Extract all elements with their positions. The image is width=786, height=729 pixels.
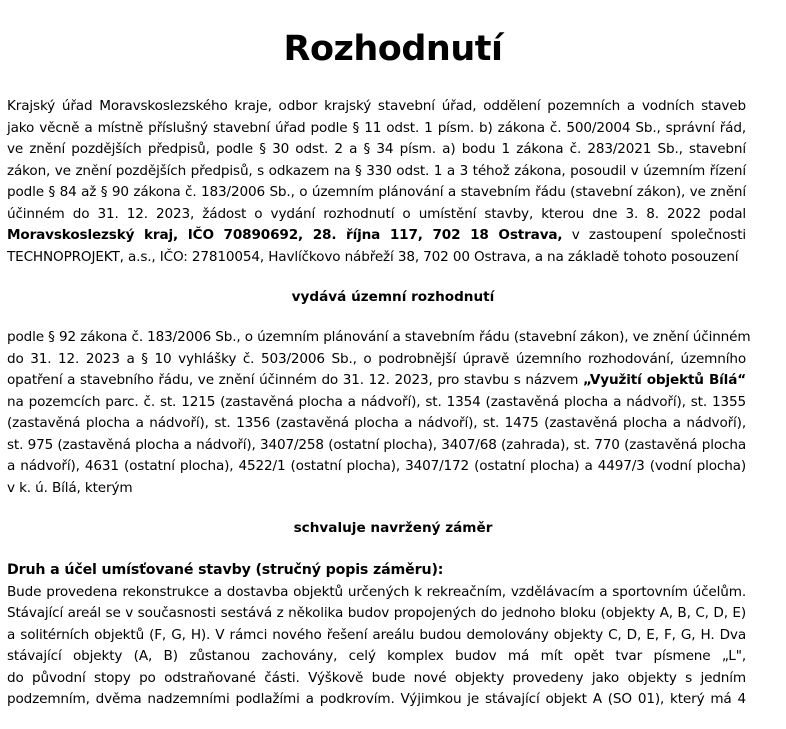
- description-line: podzemním, dvěma nadzemními podlažími a podkrovím. Výjimkou je stávající objekt A (SO 01), který má 4: [7, 691, 746, 707]
- document-title: Rozhodnutí: [283, 29, 503, 70]
- heading-issues-decision: vydává územní rozhodnutí: [291, 289, 495, 305]
- decision-line-prefix: opatření a stavebního řádu, ve znění účinném do 31. 12. 2023, pro stavbu s názvem: [7, 372, 583, 388]
- description-line: Bude provedena rekonstrukce a dostavba objektů určených k rekreačním, vzdělávacím a sportovním účelům.: [7, 583, 746, 600]
- decision-line: podle § 92 zákona č. 183/2006 Sb., o územním plánování a stavebním řádu (stavební zákon), ve znění účinném: [7, 329, 751, 345]
- intro-line: zákon, ve znění pozdějších předpisů, s odkazem na § 330 odst. 1 a 3 téhož zákona, posoudil v územním řízení: [7, 162, 746, 179]
- applicant-name: Moravskoslezský kraj, IČO 70890692, 28. října 117, 702 18 Ostrava,: [7, 227, 563, 243]
- intro-line: Krajský úřad Moravskoslezského kraje, odbor krajský stavební úřad, oddělení pozemních a vodních staveb: [7, 98, 746, 114]
- intro-line: ve znění pozdějších předpisů, podle § 30 odst. 2 a § 34 písm. a) bodu 1 zákona č. 283/2021 Sb., stavební: [7, 141, 746, 157]
- project-description-section: [7, 560, 746, 711]
- decision-project-line: [7, 370, 746, 392]
- decision-line: a nádvoří), 4631 (ostatní plocha), 4522/1 (ostatní plocha), 3407/172 (ostatní plocha) a 4497/3 (vodní plocha): [7, 458, 746, 474]
- description-line: do původní stopy po odstraňované části. Výškově bude nové objekty provedeny jako objekty s jedním: [7, 669, 746, 686]
- section-title: Druh a účel umísťované stavby (stručný popis záměru):: [7, 562, 444, 578]
- intro-line: jako věcně a místně příslušný stavební úřad podle § 11 odst. 1 písm. b) zákona č. 500/2004 Sb., správní řád,: [7, 119, 746, 136]
- intro-line: účinném do 31. 12. 2023, žádost o vydání rozhodnutí o umístění stavby, kterou dne 3. 8. 2022 podal: [7, 205, 746, 222]
- intro-line: TECHNOPROJEKT, a.s., IČO: 27810054, Havlíčkovo nábřeží 38, 702 00 Ostrava, a na základě tohoto posouzení: [7, 248, 739, 265]
- decision-line: do 31. 12. 2023 a § 10 vyhlášky č. 503/2006 Sb., o podrobnější úpravě územního rozhodování, územního: [7, 350, 746, 367]
- intro-line: podle § 84 až § 90 zákona č. 183/2006 Sb., o územním plánování a stavebním řádu (stavební zákon), ve znění: [7, 184, 746, 200]
- project-name: „Využití objektů Bílá“: [582, 372, 746, 388]
- decision-line: na pozemcích parc. č. st. 1215 (zastavěná plocha a nádvoří), st. 1354 (zastavěná plocha a nádvoří), st. 1355: [7, 393, 746, 410]
- description-line: Stávající areál se v současnosti sestává z několika budov propojených do jednoho bloku (objekty A, B, C, D, E): [7, 605, 746, 621]
- decision-line: v k. ú. Bílá, kterým: [7, 479, 133, 496]
- description-line: stávající objekty (A, B) zůstanou zachovány, celý komplex budov má mít opět tvar písmene „L",: [7, 648, 746, 664]
- heading-approves-plan: schvaluje navržený záměr: [293, 520, 493, 536]
- description-line: a solitérních objektů (F, G, H). V rámci nového řešení areálu budou demolovány objekty C, D, E, F, G, H. Dva: [7, 626, 746, 643]
- decision-line: st. 975 (zastavěná plocha a nádvoří), 3407/258 (ostatní plocha), 3407/68 (zahrada), st. 770 (zastavěná plocha: [7, 436, 746, 453]
- applicant-representation: v zastoupení společnosti: [562, 227, 747, 243]
- intro-paragraph: [7, 96, 746, 268]
- decision-paragraph: [7, 327, 751, 499]
- intro-applicant-line: [7, 225, 746, 247]
- decision-line: (zastavěná plocha a nádvoří), st. 1356 (zastavěná plocha a nádvoří), st. 1475 (zastavěná plocha a nádvoří),: [7, 415, 746, 431]
